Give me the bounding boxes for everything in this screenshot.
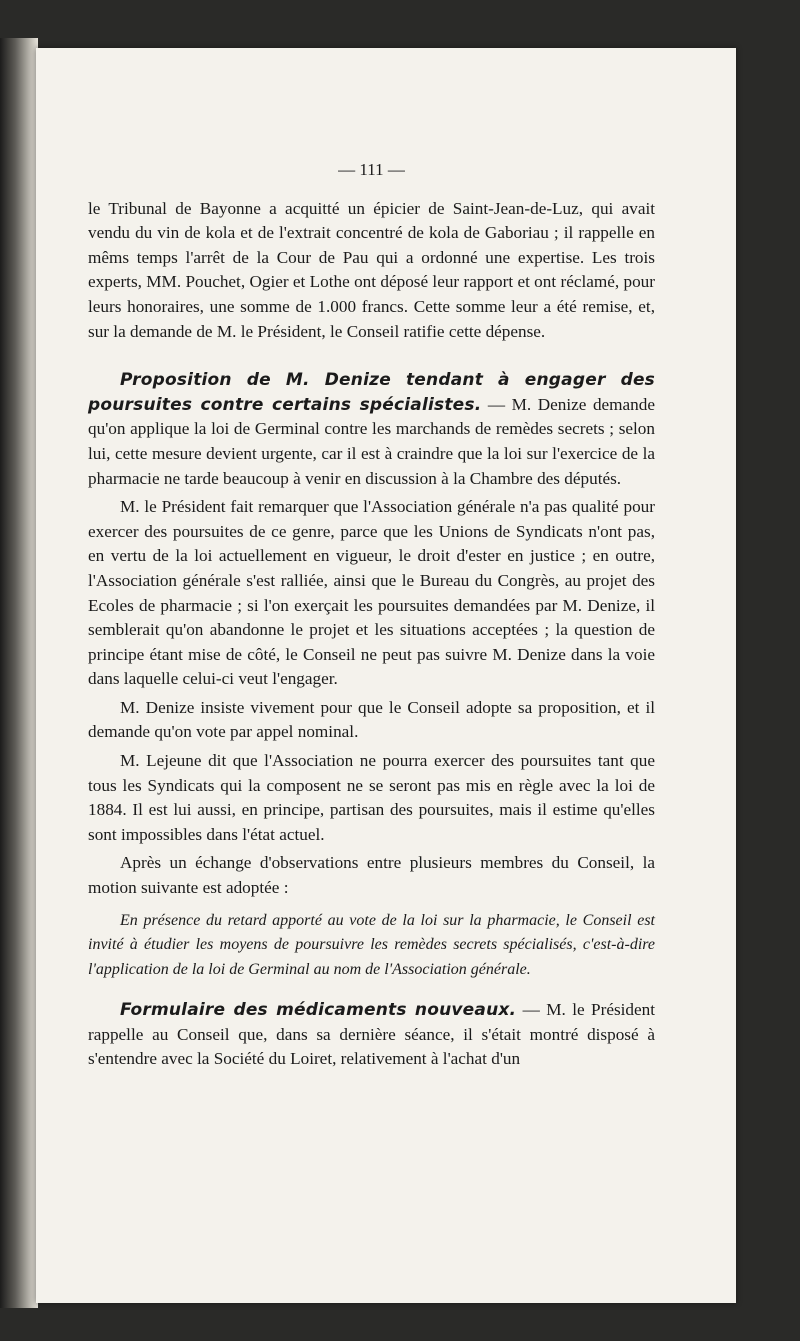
paragraph-tribunal: le Tribunal de Bayonne a acquitté un épicier de Saint-Jean-de-Luz, qui avait vendu du vin de kola et de l'extrait concentré de kola de Gaboriau ; il rappelle en mêms temps l'arrêt de la Cour de Pau qui a ordonné une expertise. Les trois experts, MM. Pouchet, Ogier et Lothe ont déposé leur rapport et ont réclamé, pour leurs honoraires, une somme de 1.000 francs. Cette somme leur a été remise, et, sur la demande de M. le Président, le Conseil ratifie cette dépense. xyxy=(88,198,655,341)
section-formulaire xyxy=(88,998,655,1072)
paragraph-denize-insists: M. Denize insiste vivement pour que le Conseil adopte sa proposition, et il demande qu'on vote par appel nominal. xyxy=(88,697,655,742)
section-text-formulaire: — M. le Président rappelle au Conseil que, dans sa dernière séance, il s'était montré disposé à s'entendre avec la Société du Loiret, relativement à l'achat d'un xyxy=(88,1000,656,1069)
paragraph-lejeune: M. Lejeune dit que l'Association ne pourra exercer des poursuites tant que tous les Syndicats qui la composent ne se seront pas mis en règle avec la loi de 1884. Il est lui aussi, en principe, partisan des poursuites, mais il estime qu'elles sont impossibles dans l'état actuel. xyxy=(88,751,655,844)
page-text-block xyxy=(88,158,655,1072)
paragraph-motion-adopted: Après un échange d'observations entre plusieurs membres du Conseil, la motion suivante est adoptée : xyxy=(88,853,655,898)
page-number: — 111 — xyxy=(338,160,405,179)
section-title-denize: Proposition de M. Denize tendant à engager des poursuites contre certains spécialistes. xyxy=(88,370,655,415)
book-binding-edge xyxy=(0,38,38,1308)
section-text-denize: — M. Denize demande qu'on applique la loi de Germinal contre les marchands de remèdes secrets ; selon lui, cette mesure devient urgente, car il est à craindre que la loi sur l'exercice de la pharmacie ne tarde beaucoup à venir en discussion à la Chambre des députés. xyxy=(88,394,655,488)
adopted-motion-text: En présence du retard apporté au vote de la loi sur la pharmacie, le Conseil est invité à étudier les moyens de poursuivre les remèdes secrets spécialisés, c'est-à-dire l'application de la loi de Germinal au nom de l'Association générale. xyxy=(88,911,655,978)
section-denize-proposal xyxy=(88,368,655,491)
section-title-formulaire: Formulaire des médicaments nouveaux. xyxy=(120,1000,517,1021)
paragraph-president-remarks: M. le Président fait remarquer que l'Association générale n'a pas qualité pour exercer des poursuites de ce genre, parce que les Unions de Syndicats n'ont pas, en vertu de la loi actuellement en vigueur, le droit d'ester en justice ; en outre, l'Association générale s'est ralliée, ainsi que le Bureau du Congrès, au projet des Ecoles de pharmacie ; si l'on exerçait les poursuites demandées par M. Denize, il semblerait qu'on abandonne le projet et les situations acceptées ; la question de principe étant mise de côté, le Conseil ne peut pas suivre M. Denize dans la voie dans laquelle celui-ci veut l'engager. xyxy=(88,497,655,689)
